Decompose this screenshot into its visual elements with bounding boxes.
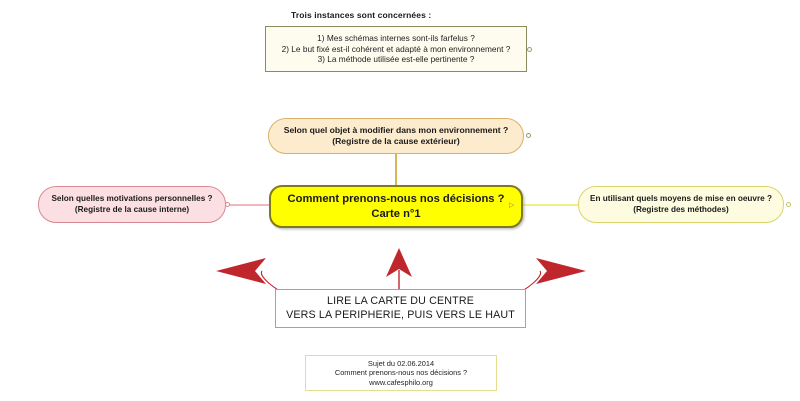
reading-instruction-box[interactable] <box>275 289 526 328</box>
reading-instruction-line-1: LIRE LA CARTE DU CENTRE <box>327 294 474 307</box>
arrow-up-icon <box>386 248 412 277</box>
three-instances-box[interactable] <box>265 26 527 72</box>
node-central-question[interactable] <box>269 185 523 228</box>
node-central-expand-icon[interactable]: ▷ <box>509 202 515 209</box>
node-cause-exterieure-collapse-marker[interactable] <box>526 133 531 138</box>
node-registre-methodes-line-2: (Registre des méthodes) <box>633 204 729 214</box>
source-footer-line-1: Sujet du 02.06.2014 <box>367 358 435 368</box>
node-cause-interne[interactable] <box>38 186 226 223</box>
source-footer-line-2: Comment prenons-nous nos décisions ? <box>334 368 468 378</box>
top-box-line-3: 3) La méthode utilisée est-elle pertinente ? <box>317 54 475 65</box>
node-cause-interne-line-1: Selon quelles motivations personnelles ? <box>51 194 213 203</box>
node-registre-methodes[interactable] <box>578 186 784 223</box>
node-cause-exterieure-line-1: Selon quel objet à modifier dans mon environnement ? <box>283 125 509 135</box>
node-cause-interne-collapse-marker[interactable] <box>225 202 230 207</box>
node-cause-interne-line-2: (Registre de la cause interne) <box>74 204 190 214</box>
node-central-question-line-2: Carte n°1 <box>371 207 421 220</box>
arrow-right-icon <box>536 258 586 284</box>
source-footer-box[interactable] <box>305 355 497 391</box>
top-box-line-1: 1) Mes schémas internes sont-ils farfelus ? <box>317 33 475 44</box>
node-cause-exterieure-line-2: (Registre de la cause extérieur) <box>332 136 460 146</box>
source-footer-line-3: www.cafesphilo.org <box>369 377 433 387</box>
reading-instruction-line-2: VERS LA PERIPHERIE, PUIS VERS LE HAUT <box>286 308 515 321</box>
node-cause-exterieure[interactable] <box>268 118 524 154</box>
node-registre-methodes-line-1: En utilisant quels moyens de mise en oeuvre ? <box>590 194 772 203</box>
top-box-collapse-marker[interactable] <box>527 47 532 52</box>
arrow-left-icon <box>216 258 266 284</box>
top-box-line-2: 2) Le but fixé est-il cohérent et adapté à mon environnement ? <box>281 43 511 54</box>
node-central-question-line-1: Comment prenons-nous nos décisions ? <box>287 193 505 206</box>
node-registre-methodes-collapse-marker[interactable] <box>786 202 791 207</box>
top-box-caption: Trois instances sont concernées : <box>291 10 432 20</box>
